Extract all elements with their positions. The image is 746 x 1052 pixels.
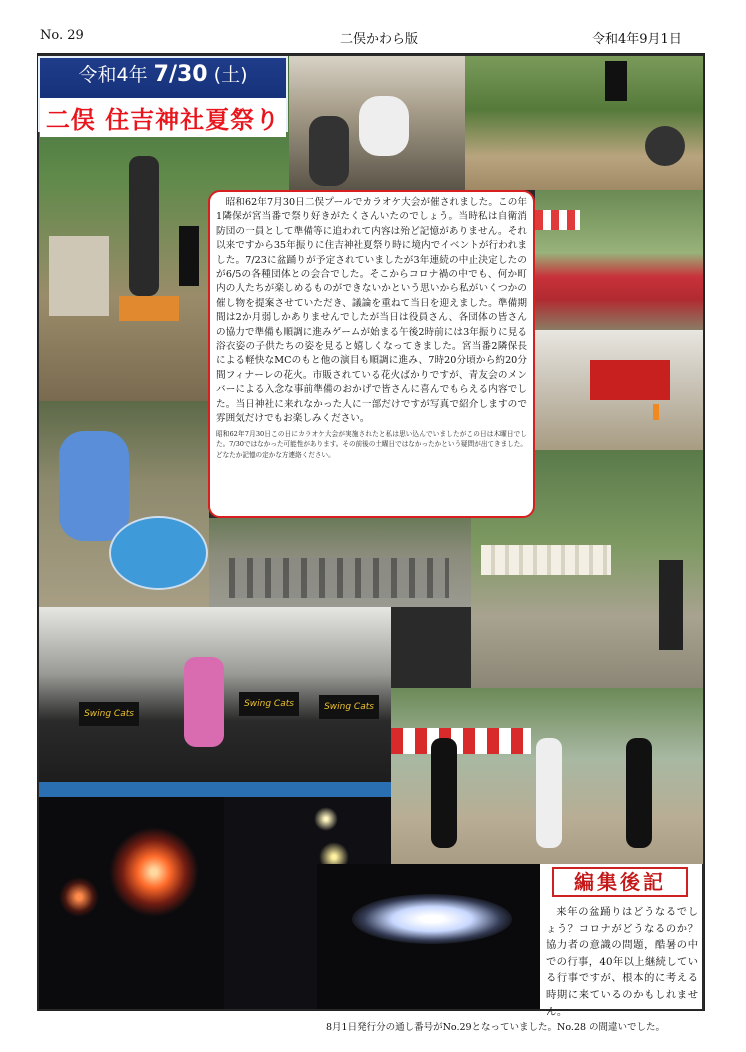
- article-note: 昭和62年7月30日この日にカラオケ大会が実施されたと私は思い込んでいましたがこの日は木曜日でした。7/30ではなかった可能性があります。その前後の土曜日ではなかったかという疑問が出てきました。どなたか記憶の定かな方連絡ください。: [216, 429, 527, 459]
- photo-dancers-masks: [391, 688, 703, 864]
- band-banner-right: Swing Cats: [319, 695, 379, 719]
- main-article: [208, 190, 535, 518]
- editor-note-body: 来年の盆踊りはどうなるでしょう？コロナがどうなるのか？協力者の意識の問題，酷暑の中での行事，40年以上継続している行事ですが、根本的に考える時期に来ているのかもしれません。: [546, 906, 698, 1018]
- photo-chairs: [209, 518, 471, 607]
- date-main: 7/30: [153, 62, 208, 87]
- footer-correction: 8月1日発行分の通し番号がNo.29となっていました。No.28 の間違いでした。: [326, 1022, 666, 1033]
- weekday-label: (土): [213, 64, 248, 86]
- editor-note: [540, 864, 702, 1018]
- event-date: [40, 60, 286, 87]
- year-label: 令和4年: [78, 64, 148, 86]
- publication-name: 二俣かわら版: [340, 32, 419, 47]
- photo-shrine-grounds-speaker: [465, 56, 703, 190]
- photo-fireworks-fountain: [317, 864, 540, 1009]
- photo-shrine-crowd: [289, 56, 465, 190]
- photo-yukata-kids: [39, 401, 209, 607]
- photo-dance-stage: [535, 190, 703, 330]
- event-title-box: [38, 56, 288, 132]
- photo-swing-cats-band: [39, 607, 391, 797]
- photo-fire-truck: [535, 330, 703, 450]
- editor-note-title: 編集後記: [552, 867, 688, 897]
- issue-date: 令和4年9月1日: [592, 32, 682, 47]
- photo-fireworks-left: [39, 797, 224, 1009]
- band-banner-left: Swing Cats: [79, 702, 139, 726]
- article-body: 昭和62年7月30日二俣プールでカラオケ大会が催されました。この年1隣保が宮当番で祭り好きがたくさんいたのでしょう。当時私は自衛消防団の一員として準備等に追われて内容は殆ど記憶がありません。それ以来ですから35年振りに住吉神社夏祭り時に境内でイベントが行われました。7/23に盆踊りが予定されていましたが3年連続の中止決定したのが6/5の各種団体との会合でした。そこからコロナ禍の中でも、何か町内の人たちが楽しめるものができないかという思いから私がいくつかの催し物を提案させていただき、議論を重ねて当日を迎えました。準備期間は2か月弱しかありませんでしたが当日は役員さん、各団体の皆さんの協力で準備も順調に進みゲームが始まる午後2時前には3年振りに見る浴衣姿の子供たちの姿を見ると嬉しくなってきました。宮当番2隣保長による軽快なMCのもと他の演目も順調に進み、7時20分頃から約20分間フィナーレの花火。市販されている花火ばかりですが、青友会のメンバーによる入念な事前準備のおかげで皆さんに喜んでもらえる内容でした。当日神社に来れなかった人に一部だけですが写真で紹介しますので雰囲気だけでもお楽しみください。: [216, 197, 527, 425]
- band-banner-center: Swing Cats: [239, 692, 299, 716]
- event-name: 二俣 住吉神社夏祭り: [40, 98, 286, 137]
- issue-number: No. 29: [40, 28, 84, 43]
